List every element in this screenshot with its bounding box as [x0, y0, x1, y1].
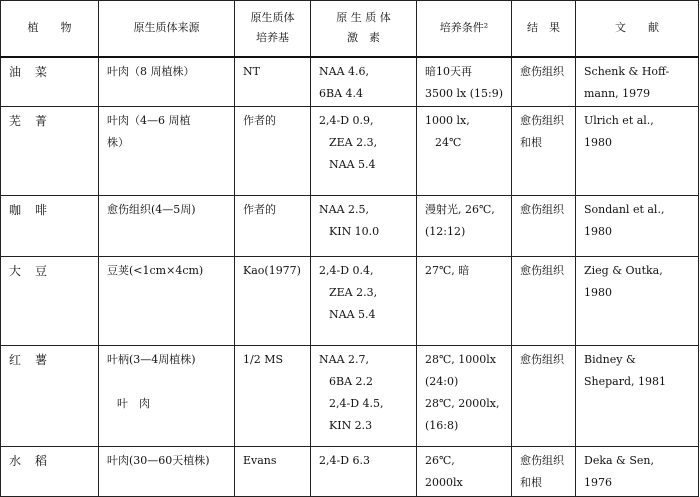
cell-line: Sondanl et al., — [584, 203, 665, 216]
col-reference-header — [576, 1, 699, 57]
cell-line: 作者的 — [243, 114, 276, 127]
table-header — [1, 1, 699, 57]
source-cell — [99, 257, 235, 346]
cell-line: 26℃, — [425, 454, 455, 467]
hormone-cell — [311, 447, 417, 497]
cell-line: NAA 5.4 — [329, 308, 376, 321]
cell-line: 1000 lx, — [425, 114, 470, 127]
cell-line: 漫射光, 26℃, — [425, 203, 495, 216]
cell-line: 1/2 MS — [243, 353, 283, 366]
cell-line: 28℃, 2000lx, — [425, 397, 500, 410]
col-result-header — [512, 1, 576, 57]
cell-line: NAA 5.4 — [329, 158, 376, 171]
cell-line: Evans — [243, 454, 277, 467]
source-cell — [99, 107, 235, 196]
medium-cell — [235, 196, 311, 257]
cell-line: Deka & Sen, — [584, 454, 654, 467]
medium-cell — [235, 257, 311, 346]
cell-line: 1980 — [584, 286, 612, 299]
cell-line: 和根 — [520, 136, 542, 149]
plant-cell: 大 豆 — [1, 257, 99, 346]
cell-line: 2,4-D 4.5, — [329, 397, 384, 410]
cell-line: 2,4-D 6.3 — [319, 454, 371, 467]
reference-cell — [576, 57, 699, 107]
cell-line: 愈伤组织 — [520, 264, 564, 277]
cell-line: 叶 肉 — [117, 397, 150, 410]
plant-cell: 红 薯 — [1, 346, 99, 447]
plant-cell: 咖 啡 — [1, 196, 99, 257]
cell-line: ZEA 2.3, — [329, 286, 378, 299]
result-cell — [512, 57, 576, 107]
cell-line: 1980 — [584, 225, 612, 238]
condition-cell — [417, 196, 512, 257]
header-text: 培养条件² — [439, 21, 489, 35]
header-text: 培养基 — [256, 31, 289, 45]
cell-line: 1976 — [584, 476, 612, 489]
medium-cell — [235, 447, 311, 497]
table-row — [1, 57, 699, 107]
hormone-cell — [311, 346, 417, 447]
hormone-cell — [311, 257, 417, 346]
result-cell — [512, 196, 576, 257]
cell-line: 愈伤组织 — [520, 353, 564, 366]
cell-line: (16:8) — [425, 419, 459, 432]
cell-line: NAA 2.7, — [319, 353, 369, 366]
cell-line — [107, 371, 230, 393]
plant-cell: 水 稻 — [1, 447, 99, 497]
cell-line: 豆荚(<1cm×4cm) — [107, 264, 204, 277]
cell-line: 叶肉（8 周植株） — [107, 64, 195, 78]
plant-cell: 油 菜 — [1, 57, 99, 107]
reference-cell — [576, 447, 699, 497]
table-row — [1, 196, 699, 257]
cell-line: NT — [243, 64, 260, 78]
cell-line: Kao(1977) — [243, 264, 301, 277]
col-hormone-header — [311, 1, 417, 57]
cell-line: 作者的 — [243, 203, 276, 216]
col-plant-header — [1, 1, 99, 57]
source-cell — [99, 447, 235, 497]
cell-line: 叶柄(3—4周植株) — [107, 353, 196, 366]
col-medium-header — [235, 1, 311, 57]
cell-line: 愈伤组织(4—5周) — [107, 203, 196, 216]
table-row — [1, 346, 699, 447]
cell-line: (12:12) — [425, 225, 466, 238]
cell-line: Ulrich et al., — [584, 114, 654, 127]
condition-cell — [417, 57, 512, 107]
cell-line: 6BA 4.4 — [319, 86, 364, 100]
cell-line: 愈伤组织 — [520, 454, 564, 467]
cell-line: 27℃, 暗 — [425, 264, 470, 277]
cell-line: Zieg & Outka, — [584, 264, 663, 277]
cell-line: mann, 1979 — [584, 86, 651, 100]
header-text: 植 物 — [27, 21, 72, 35]
cell-line: 愈伤组织 — [520, 64, 564, 78]
cell-line: NAA 4.6, — [319, 64, 369, 78]
reference-cell — [576, 196, 699, 257]
cell-line: 24℃ — [435, 136, 462, 149]
condition-cell — [417, 346, 512, 447]
hormone-cell — [311, 107, 417, 196]
cell-line: 28℃, 1000lx — [425, 353, 497, 366]
hormone-cell — [311, 57, 417, 107]
col-condition-header — [417, 1, 512, 57]
header-text: 原生质体来源 — [133, 21, 200, 35]
condition-cell — [417, 257, 512, 346]
header-text: 原生质体 — [250, 11, 295, 25]
cell-line: 6BA 2.2 — [329, 375, 374, 388]
cell-line: 愈伤组织 — [520, 203, 564, 216]
cell-line: Schenk & Hoff- — [584, 64, 670, 78]
cell-line: 叶肉（4—6 周植 — [107, 114, 191, 127]
cell-line: 3500 lx (15:9) — [425, 86, 503, 100]
cell-line: (24:0) — [425, 375, 459, 388]
cell-line: 株） — [107, 136, 129, 149]
cell-line: 叶肉(30—60天植株) — [107, 454, 210, 467]
cell-line: 愈伤组织 — [520, 114, 564, 127]
medium-cell — [235, 107, 311, 196]
reference-cell — [576, 346, 699, 447]
cell-line: Bidney & — [584, 353, 636, 366]
col-source-header — [99, 1, 235, 57]
medium-cell — [235, 346, 311, 447]
cell-line: 暗10天再 — [425, 64, 472, 78]
source-cell — [99, 57, 235, 107]
cell-line: ZEA 2.3, — [329, 136, 378, 149]
cell-line: 2,4-D 0.9, — [319, 114, 374, 127]
source-cell — [99, 196, 235, 257]
table-row — [1, 447, 699, 497]
result-cell — [512, 257, 576, 346]
cell-line: NAA 2.5, — [319, 203, 369, 216]
condition-cell — [417, 107, 512, 196]
source-cell — [99, 346, 235, 447]
header-text: 文 献 — [615, 21, 659, 35]
cell-line: 和根 — [520, 476, 542, 489]
hormone-cell — [311, 196, 417, 257]
reference-cell — [576, 107, 699, 196]
medium-cell — [235, 57, 311, 107]
header-text: 原 生 质 体 — [336, 11, 391, 25]
cell-line: KIN 10.0 — [329, 225, 380, 238]
cell-line: KIN 2.3 — [329, 419, 373, 432]
table-row — [1, 107, 699, 196]
plant-cell: 芜 菁 — [1, 107, 99, 196]
result-cell — [512, 107, 576, 196]
cell-line: 2,4-D 0.4, — [319, 264, 374, 277]
header-text: 结 果 — [527, 21, 560, 35]
cell-line: Shepard, 1981 — [584, 375, 667, 388]
table-body — [1, 57, 699, 497]
result-cell — [512, 346, 576, 447]
table-row — [1, 257, 699, 346]
header-text: 激 素 — [347, 31, 380, 45]
reference-cell — [576, 257, 699, 346]
condition-cell — [417, 447, 512, 497]
result-cell — [512, 447, 576, 497]
cell-line: 2000lx — [425, 476, 463, 489]
cell-line: 1980 — [584, 136, 612, 149]
